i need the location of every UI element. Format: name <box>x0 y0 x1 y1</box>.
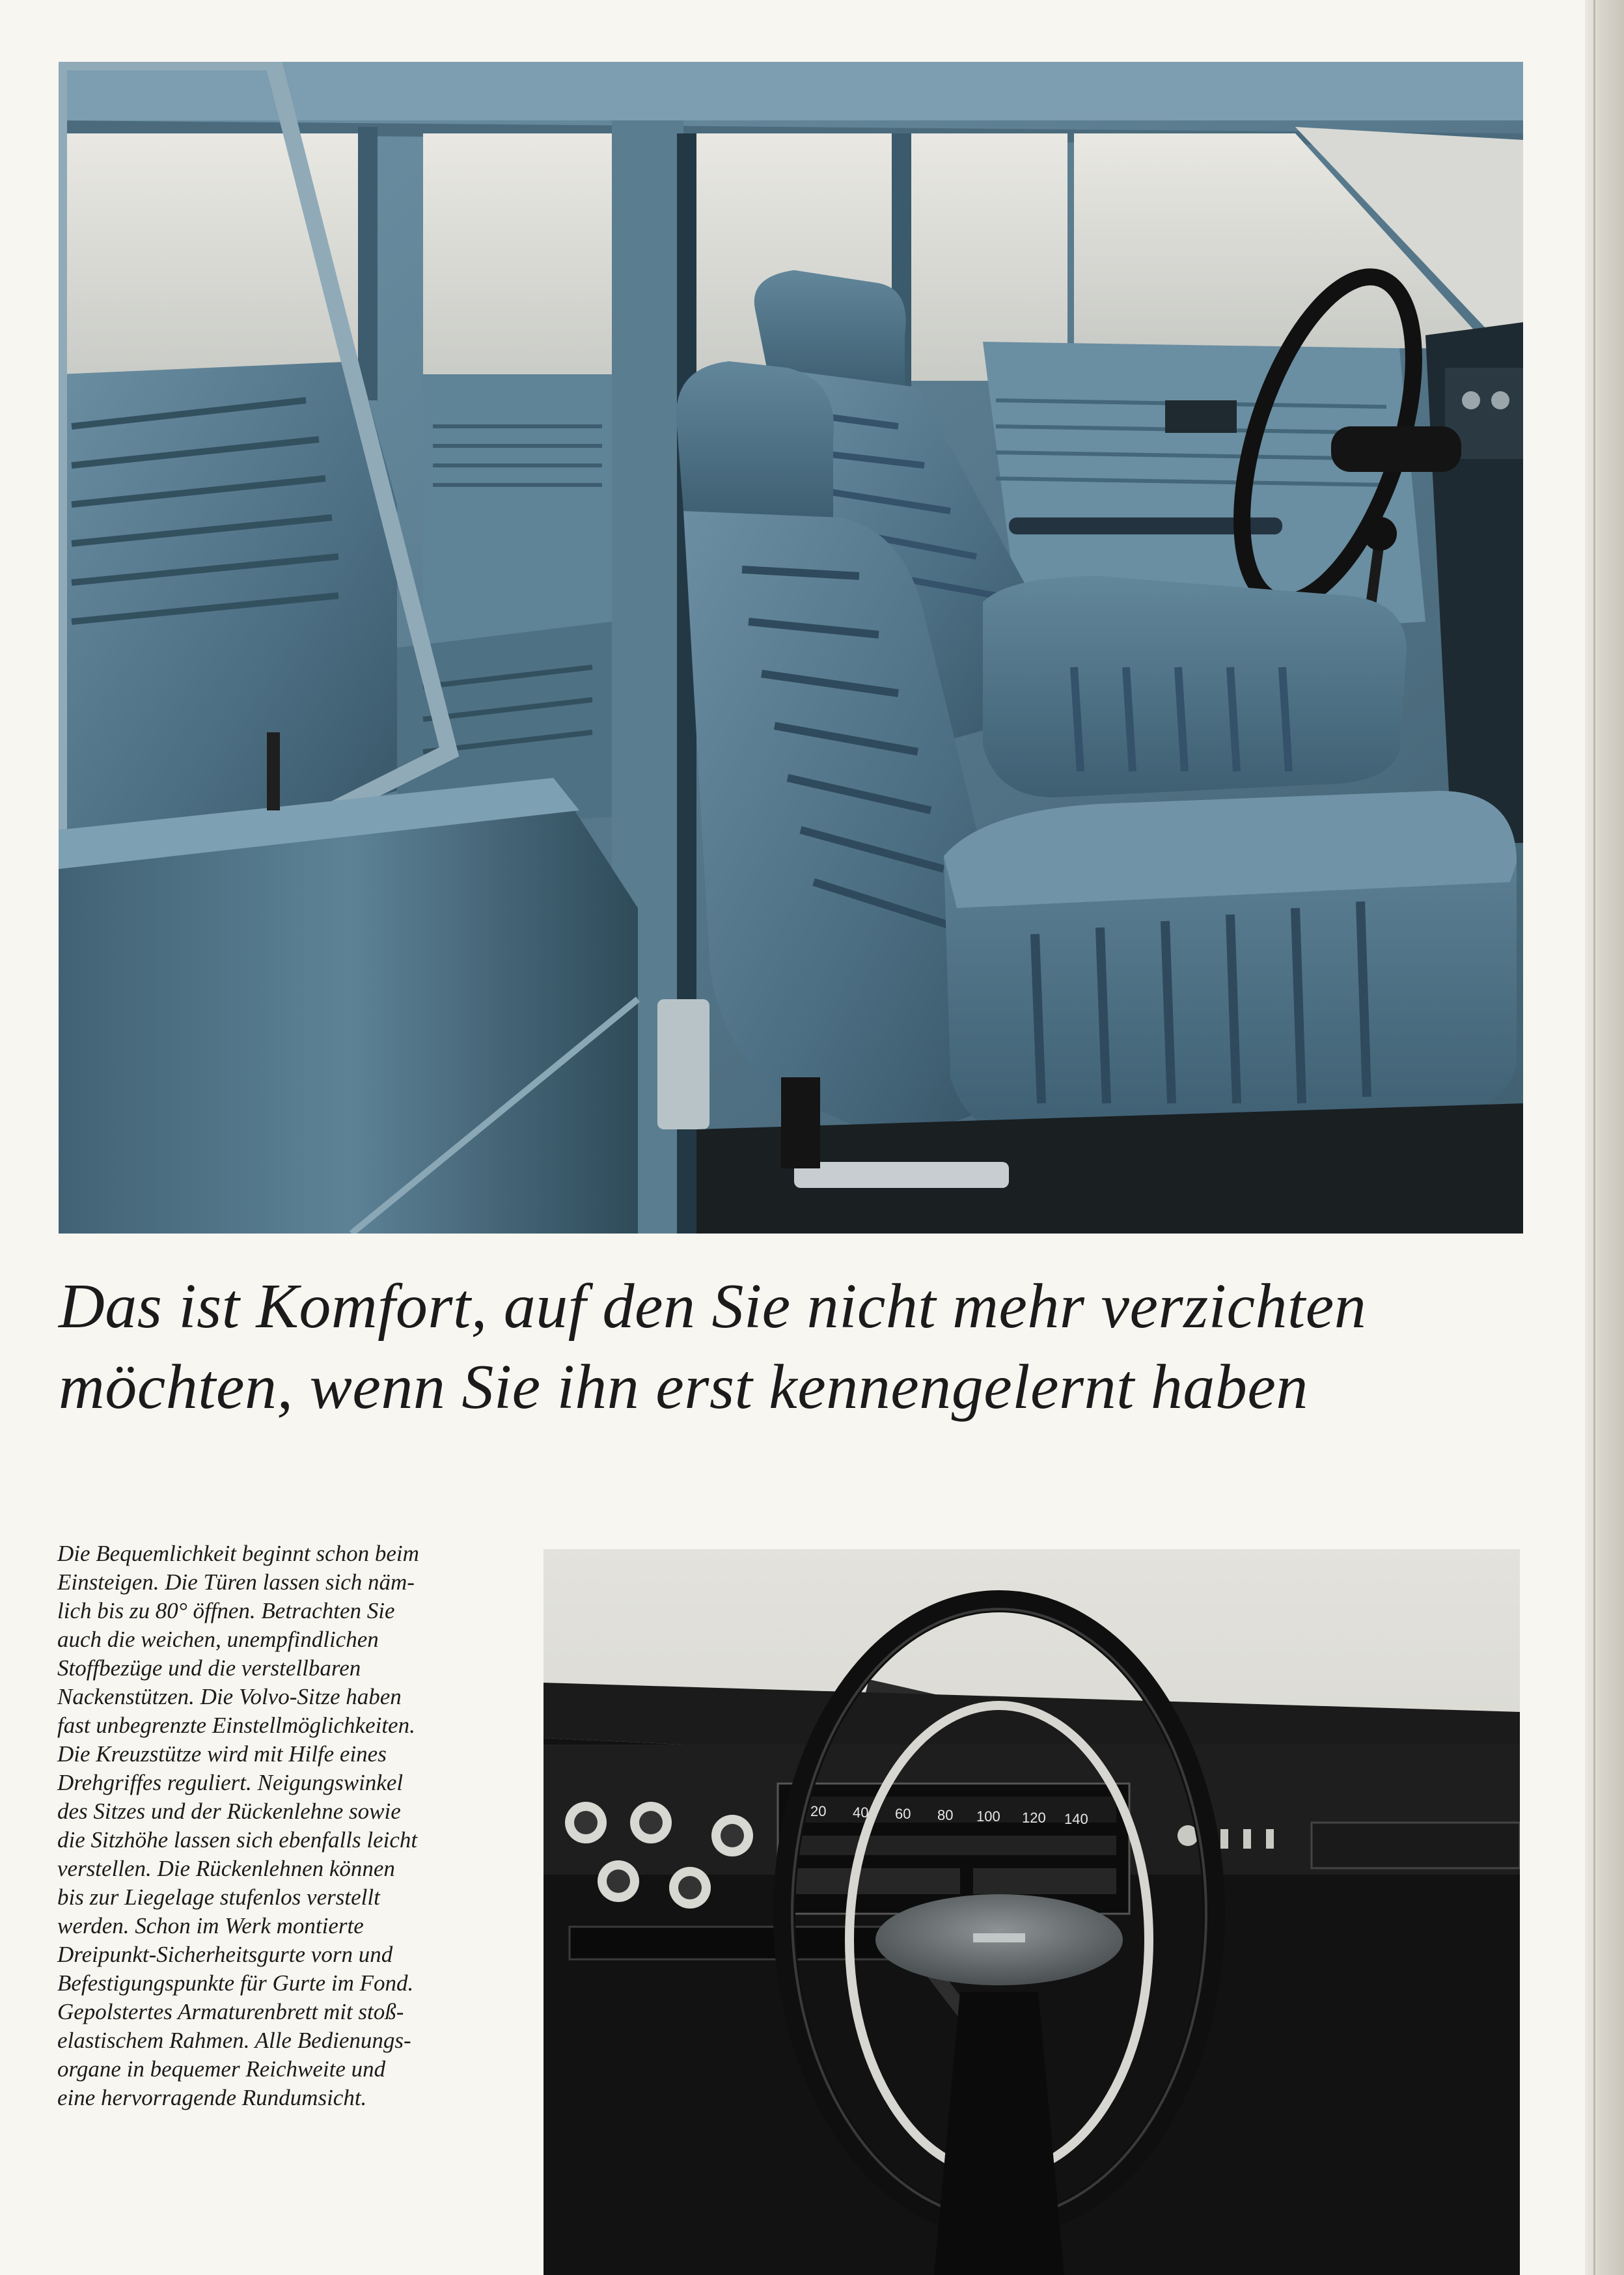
body-line: Die Kreuzstütze wird mit Hilfe eines <box>57 1741 387 1767</box>
speedo-tick: 40 <box>853 1804 869 1821</box>
speedo-tick: 120 <box>1022 1810 1046 1826</box>
body-line: Nackenstützen. Die Volvo-Sitze haben <box>57 1684 402 1709</box>
body-line: bis zur Liegelage stufenlos verstellt <box>57 1884 380 1910</box>
headline-line-2: möchten, wenn Sie ihn erst kennengelernt haben <box>59 1352 1308 1422</box>
body-line: organe in bequemer Reichweite und <box>57 2056 386 2082</box>
body-line: lich bis zu 80° öffnen. Betrachten Sie <box>57 1598 395 1623</box>
body-line: eine hervorragende Rundumsicht. <box>57 2085 367 2110</box>
body-line: verstellen. Die Rückenlehnen können <box>57 1856 395 1881</box>
dashboard-photo <box>544 1549 1520 2275</box>
body-copy <box>57 1539 539 2112</box>
speedo-tick: 100 <box>976 1808 1000 1825</box>
page-edge <box>1585 0 1624 2275</box>
speedo-tick: 60 <box>895 1806 911 1822</box>
speedo-tick: 140 <box>1064 1811 1088 1827</box>
body-line: Gepolstertes Armaturenbrett mit stoß- <box>57 1999 404 2024</box>
car-interior-illustration <box>59 62 1523 1234</box>
body-line: die Sitzhöhe lassen sich ebenfalls leicht <box>57 1827 418 1853</box>
dashboard-illustration <box>544 1549 1520 2275</box>
speedo-tick: 80 <box>937 1807 954 1823</box>
car-interior-photo <box>59 62 1523 1234</box>
speedo-tick: 20 <box>810 1803 827 1819</box>
page-edge-line <box>1593 0 1595 2275</box>
body-line: fast unbegrenzte Einstellmöglichkeiten. <box>57 1713 415 1738</box>
body-line: Stoffbezüge und die verstellbaren <box>57 1655 361 1681</box>
body-line: Befestigungspunkte für Gurte im Fond. <box>57 1970 414 1996</box>
body-line: des Sitzes und der Rückenlehne sowie <box>57 1799 401 1824</box>
body-line: Dreipunkt-Sicherheitsgurte vorn und <box>57 1942 393 1967</box>
body-line: Einsteigen. Die Türen lassen sich näm- <box>57 1569 415 1595</box>
body-line: auch die weichen, unempfindlichen <box>57 1627 379 1652</box>
body-line: Drehgriffes reguliert. Neigungswinkel <box>57 1770 404 1795</box>
headline-line-1: Das ist Komfort, auf den Sie nicht mehr verzichten <box>59 1271 1367 1342</box>
body-line: elastischem Rahmen. Alle Bedienungs- <box>57 2028 411 2053</box>
headline <box>59 1266 1556 1427</box>
body-line: werden. Schon im Werk montierte <box>57 1913 364 1938</box>
body-line: Die Bequemlichkeit beginnt schon beim <box>57 1541 419 1566</box>
